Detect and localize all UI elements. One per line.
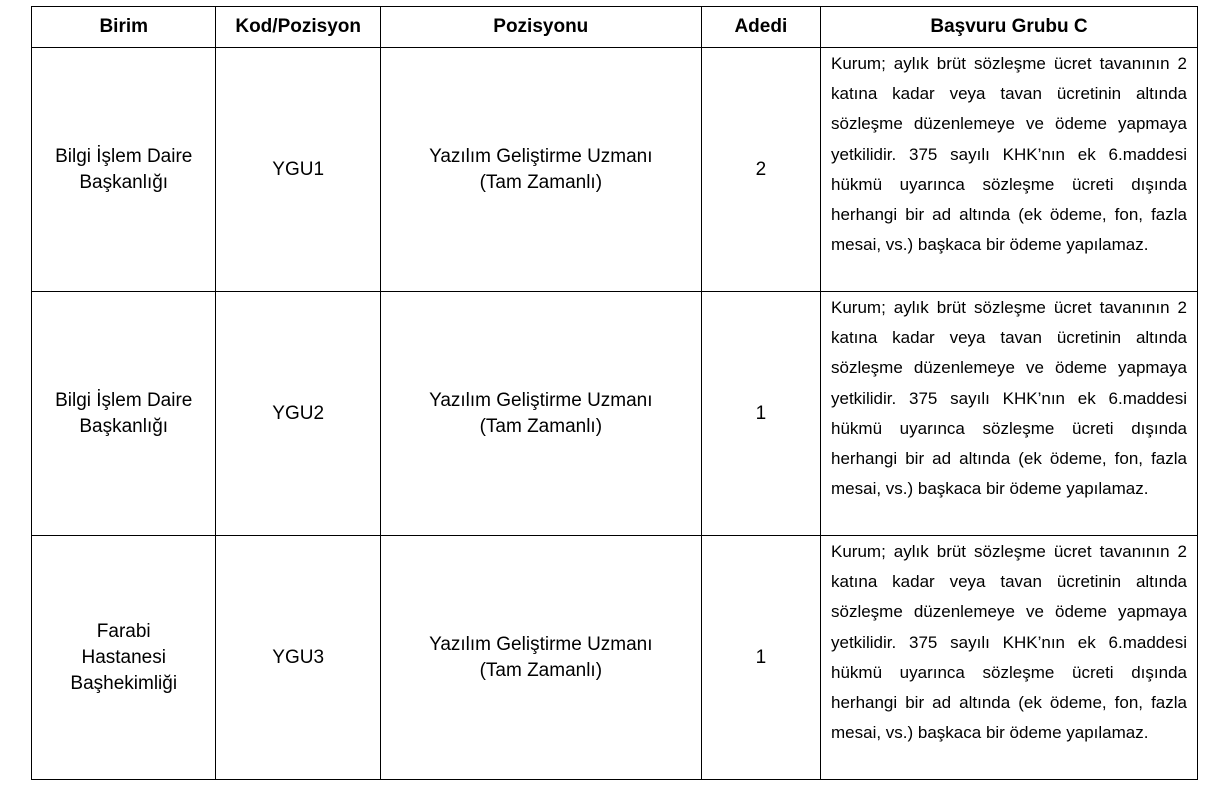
- birim-text: Bilgi İşlem Daire Başkanlığı: [55, 389, 193, 437]
- cell-pozisyonu: [380, 536, 701, 780]
- table-row: [32, 48, 1198, 292]
- cell-birim: [32, 48, 216, 292]
- position-table: [31, 6, 1198, 780]
- header-basvuru-grubu: Başvuru Grubu C: [821, 7, 1198, 48]
- cell-adedi: 1: [701, 536, 820, 780]
- cell-adedi: 1: [701, 292, 820, 536]
- cell-kod: YGU2: [216, 292, 380, 536]
- header-birim: Birim: [32, 7, 216, 48]
- cell-basvuru-grubu: Kurum; aylık brüt sözleşme ücret tavanının 2 katına kadar veya tavan ücretinin altında sözleşme düzenlemeye ve ödeme yapmaya yetkilidir. 375 sayılı KHK’nın ek 6.maddesi hükmü uyarınca sözleşme ücreti dışında herhangi bir ad altında (ek ödeme, fon, fazla mesai, vs.) başkaca bir ödeme yapılamaz.: [821, 48, 1198, 292]
- cell-birim: [32, 292, 216, 536]
- table-row: [32, 292, 1198, 536]
- cell-basvuru-grubu: Kurum; aylık brüt sözleşme ücret tavanının 2 katına kadar veya tavan ücretinin altında sözleşme düzenlemeye ve ödeme yapmaya yetkilidir. 375 sayılı KHK’nın ek 6.maddesi hükmü uyarınca sözleşme ücreti dışında herhangi bir ad altında (ek ödeme, fon, fazla mesai, vs.) başkaca bir ödeme yapılamaz.: [821, 292, 1198, 536]
- cell-birim: [32, 536, 216, 780]
- cell-basvuru-grubu: Kurum; aylık brüt sözleşme ücret tavanının 2 katına kadar veya tavan ücretinin altında sözleşme düzenlemeye ve ödeme yapmaya yetkilidir. 375 sayılı KHK’nın ek 6.maddesi hükmü uyarınca sözleşme ücreti dışında herhangi bir ad altında (ek ödeme, fon, fazla mesai, vs.) başkaca bir ödeme yapılamaz.: [821, 536, 1198, 780]
- pozisyonu-text: Yazılım Geliştirme Uzmanı (Tam Zamanlı): [429, 145, 653, 193]
- header-row: [32, 7, 1198, 48]
- cell-pozisyonu: [380, 48, 701, 292]
- pozisyonu-text: Yazılım Geliştirme Uzmanı (Tam Zamanlı): [429, 633, 653, 681]
- table-row: [32, 536, 1198, 780]
- cell-kod: YGU3: [216, 536, 380, 780]
- cell-adedi: 2: [701, 48, 820, 292]
- cell-pozisyonu: [380, 292, 701, 536]
- birim-text: Bilgi İşlem Daire Başkanlığı: [55, 145, 193, 193]
- pozisyonu-text: Yazılım Geliştirme Uzmanı (Tam Zamanlı): [429, 389, 653, 437]
- header-kod-pozisyon: Kod/Pozisyon: [216, 7, 380, 48]
- cell-kod: YGU1: [216, 48, 380, 292]
- header-adedi: Adedi: [701, 7, 820, 48]
- birim-text: Farabi Hastanesi Başhekimliği: [70, 620, 178, 694]
- header-pozisyonu: Pozisyonu: [380, 7, 701, 48]
